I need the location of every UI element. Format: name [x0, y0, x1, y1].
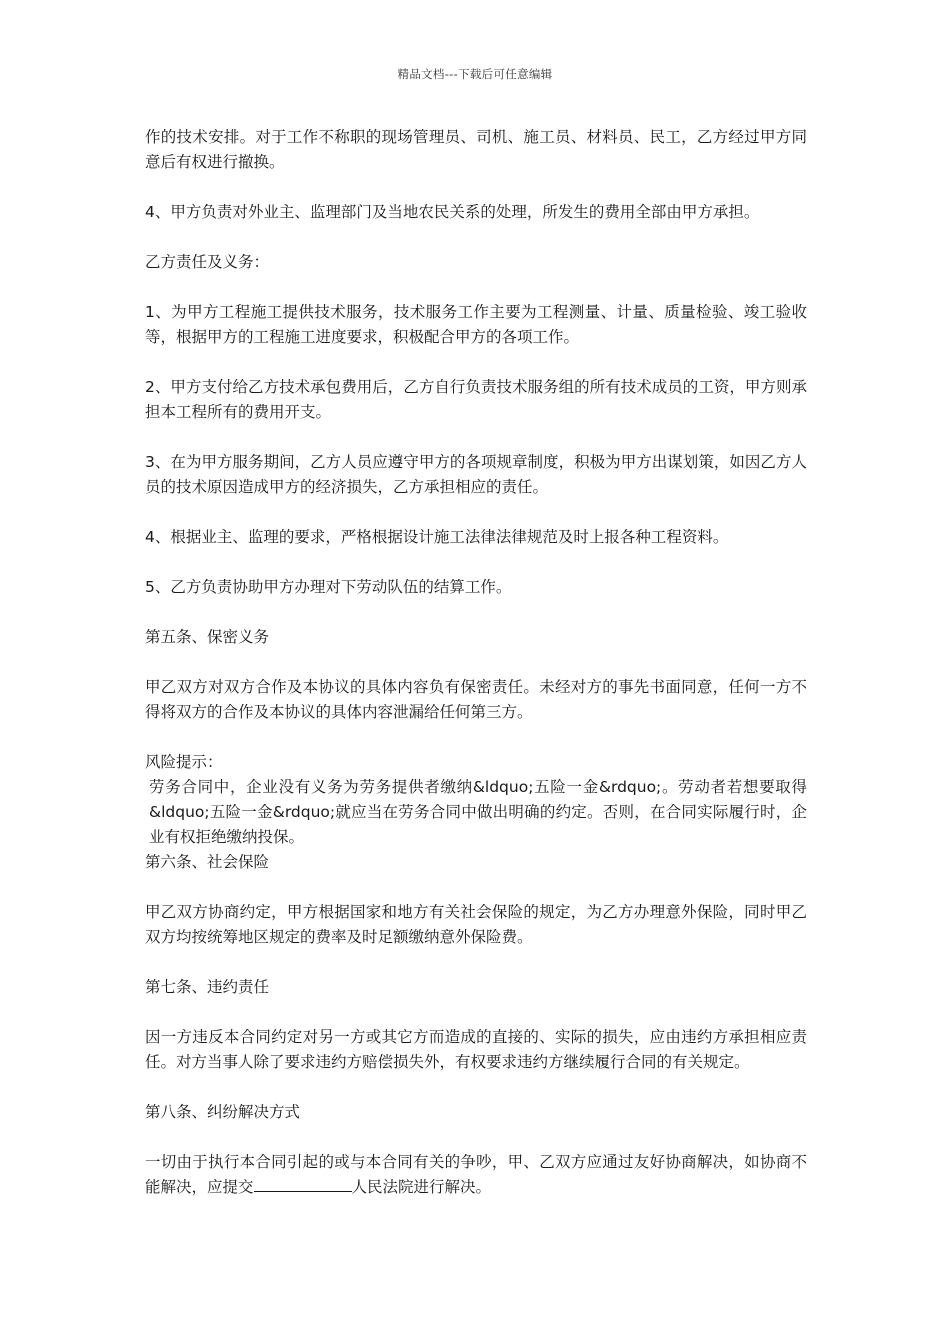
paragraph-confidentiality: 甲乙双方对双方合作及本协议的具体内容负有保密责任。未经对方的事先书面同意，任何一方不得将双方的合作及本协议的具体内容泄漏给任何第三方。 [145, 678, 807, 721]
paragraph-party-b-clause-4: 4、根据业主、监理的要求，严格根据设计施工法律法律规范及时上报各种工程资料。 [145, 528, 729, 546]
paragraph-party-b-clause-2: 2、甲方支付给乙方技术承包费用后，乙方自行负责技术服务组的所有技术成员的工资，甲方则承担本工程所有的费用开支。 [145, 378, 807, 421]
paragraph-social-insurance: 甲乙双方协商约定，甲方根据国家和地方有关社会保险的规定，为乙方办理意外保险，同时甲乙双方均按统筹地区规定的费率及时足额缴纳意外保险费。 [145, 903, 807, 946]
heading-article-8-dispute: 第八条、纠纷解决方式 [145, 1103, 301, 1121]
paragraph-risk-notice: 劳务合同中，企业没有义务为劳务提供者缴纳&ldquo;五险一金&rdquo;。劳动者若想要取得&ldquo;五险一金&rdquo;就应当在劳务合同中做出明确的约定。否则，在合同实际履行时，企业有权拒绝缴纳投保。 [149, 778, 807, 846]
paragraph-dispute-resolution [145, 1150, 807, 1200]
paragraph-party-b-clause-5: 5、乙方负责协助甲方办理对下劳动队伍的结算工作。 [145, 578, 512, 596]
document-body [145, 125, 807, 1200]
heading-risk-notice: 风险提示： [145, 753, 223, 771]
paragraph-party-b-clause-1: 1、为甲方工程施工提供技术服务，技术服务工作主要为工程测量、计量、质量检验、竣工验收等，根据甲方的工程施工进度要求，积极配合甲方的各项工作。 [145, 303, 807, 346]
heading-article-6-social-insurance: 第六条、社会保险 [145, 853, 270, 871]
dispute-text-end: 人民法院进行解决。 [351, 1178, 492, 1196]
paragraph-liability: 因一方违反本合同约定对另一方或其它方而造成的直接的、实际的损失，应由违约方承担相应责任。对方当事人除了要求违约方赔偿损失外，有权要求违约方继续履行合同的有关规定。 [145, 1028, 807, 1071]
paragraph-party-b-clause-3: 3、在为甲方服务期间，乙方人员应遵守甲方的各项规章制度，积极为甲方出谋划策，如因乙方人员的技术原因造成甲方的经济损失，乙方承担相应的责任。 [145, 453, 807, 496]
paragraph-technical-arrangement: 作的技术安排。对于工作不称职的现场管理员、司机、施工员、材料员、民工，乙方经过甲方同意后有权进行撤换。 [145, 128, 807, 171]
heading-article-7-liability: 第七条、违约责任 [145, 978, 270, 996]
heading-party-b-duties: 乙方责任及义务： [145, 253, 270, 271]
paragraph-party-a-clause-4: 4、甲方负责对外业主、监理部门及当地农民关系的处理，所发生的费用全部由甲方承担。 [145, 203, 760, 221]
page-header: 精品文档---下载后可任意编辑 [397, 67, 553, 81]
court-name-blank [254, 1175, 352, 1192]
heading-article-5-confidentiality: 第五条、保密义务 [145, 628, 270, 646]
dispute-text-start: 一切由于执行本合同引起的或与本合同有关的争吵，甲、乙双方应通过友好协商解决，如协商不能解决，应提交 [145, 1153, 807, 1196]
